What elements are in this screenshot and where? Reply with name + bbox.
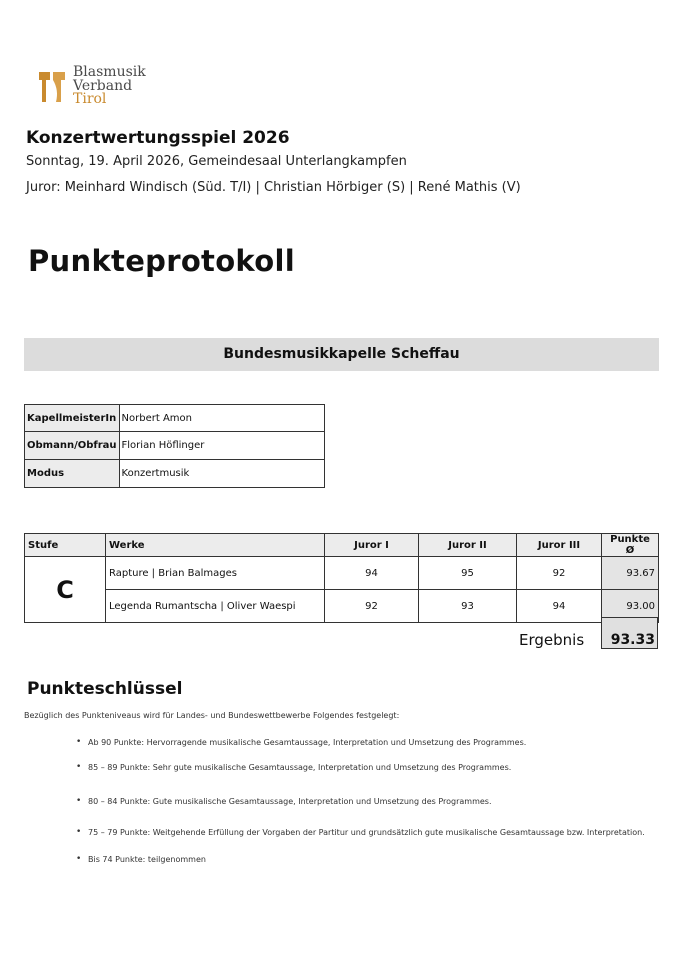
work-cell: Rapture | Brian Balmages — [106, 557, 325, 590]
result-label: Ergebnis — [519, 631, 585, 649]
level-cell: C — [25, 557, 106, 623]
average-score: 93.00 — [602, 590, 659, 623]
concert-jury: Juror: Meinhard Windisch (Süd. T/I) | Christian Hörbiger (S) | René Mathis (V) — [26, 180, 521, 195]
header-works: Werke — [106, 534, 325, 557]
header-juror-1: Juror I — [325, 534, 419, 557]
header-average: Punkte Ø — [602, 534, 659, 557]
table-row — [25, 557, 659, 590]
list-item: • Bis 74 Punkte: teilgenommen — [88, 855, 206, 864]
header-level: Stufe — [25, 534, 106, 557]
band-name-bar — [24, 338, 659, 371]
list-item: • 80 – 84 Punkte: Gute musikalische Gesamtaussage, Interpretation und Umsetzung des Programmes. — [88, 797, 492, 806]
info-key: Obmann/Obfrau — [25, 432, 120, 460]
result-value: 93.33 — [601, 617, 658, 649]
juror-2-score: 95 — [419, 557, 517, 590]
juror-3-score: 94 — [517, 590, 602, 623]
info-row — [25, 460, 325, 488]
concert-date-location: Sonntag, 19. April 2026, Gemeindesaal Unterlangkampfen — [26, 154, 407, 169]
juror-2-score: 93 — [419, 590, 517, 623]
work-cell: Legenda Rumantscha | Oliver Waespi — [106, 590, 325, 623]
list-item: • Ab 90 Punkte: Hervorragende musikalische Gesamtaussage, Interpretation und Umsetzung des Programmes. — [88, 738, 526, 747]
info-key: KapellmeisterIn — [25, 405, 120, 432]
average-score: 93.67 — [602, 557, 659, 590]
logo-text — [73, 66, 146, 107]
scores-header-row — [25, 534, 659, 557]
info-row — [25, 405, 325, 432]
list-item: • 75 – 79 Punkte: Weitgehende Erfüllung der Vorgaben der Partitur und grundsätzlich gute musikalische Gesamtaussage bzw. Interpretation. — [88, 828, 645, 837]
info-value: Norbert Amon — [119, 405, 324, 432]
info-value: Florian Höflinger — [119, 432, 324, 460]
concert-title: Konzertwertungsspiel 2026 — [26, 128, 290, 148]
header-juror-3: Juror III — [517, 534, 602, 557]
table-row — [25, 590, 659, 623]
list-item: • 85 – 89 Punkte: Sehr gute musikalische Gesamtaussage, Interpretation und Umsetzung des Programmes. — [88, 763, 511, 772]
info-value: Konzertmusik — [119, 460, 324, 488]
juror-1-score: 92 — [325, 590, 419, 623]
document-title: Punkteprotokoll — [28, 244, 295, 278]
info-row — [25, 432, 325, 460]
logo-line-1: Blasmusik — [73, 64, 146, 80]
logo-mark-icon — [37, 70, 67, 104]
header-juror-2: Juror II — [419, 534, 517, 557]
logo — [37, 66, 177, 110]
band-name: Bundesmusikkapelle Scheffau — [223, 346, 460, 362]
key-title: Punkteschlüssel — [27, 679, 183, 699]
juror-3-score: 92 — [517, 557, 602, 590]
logo-line-2: Verband — [73, 77, 133, 94]
juror-1-score: 94 — [325, 557, 419, 590]
logo-line-3: Tirol — [73, 91, 107, 107]
scores-table — [24, 533, 659, 623]
info-key: Modus — [25, 460, 120, 488]
band-info-table — [24, 404, 325, 488]
key-intro: Bezüglich des Punkteniveaus wird für Landes- und Bundeswettbewerbe Folgendes festgelegt: — [24, 711, 400, 720]
